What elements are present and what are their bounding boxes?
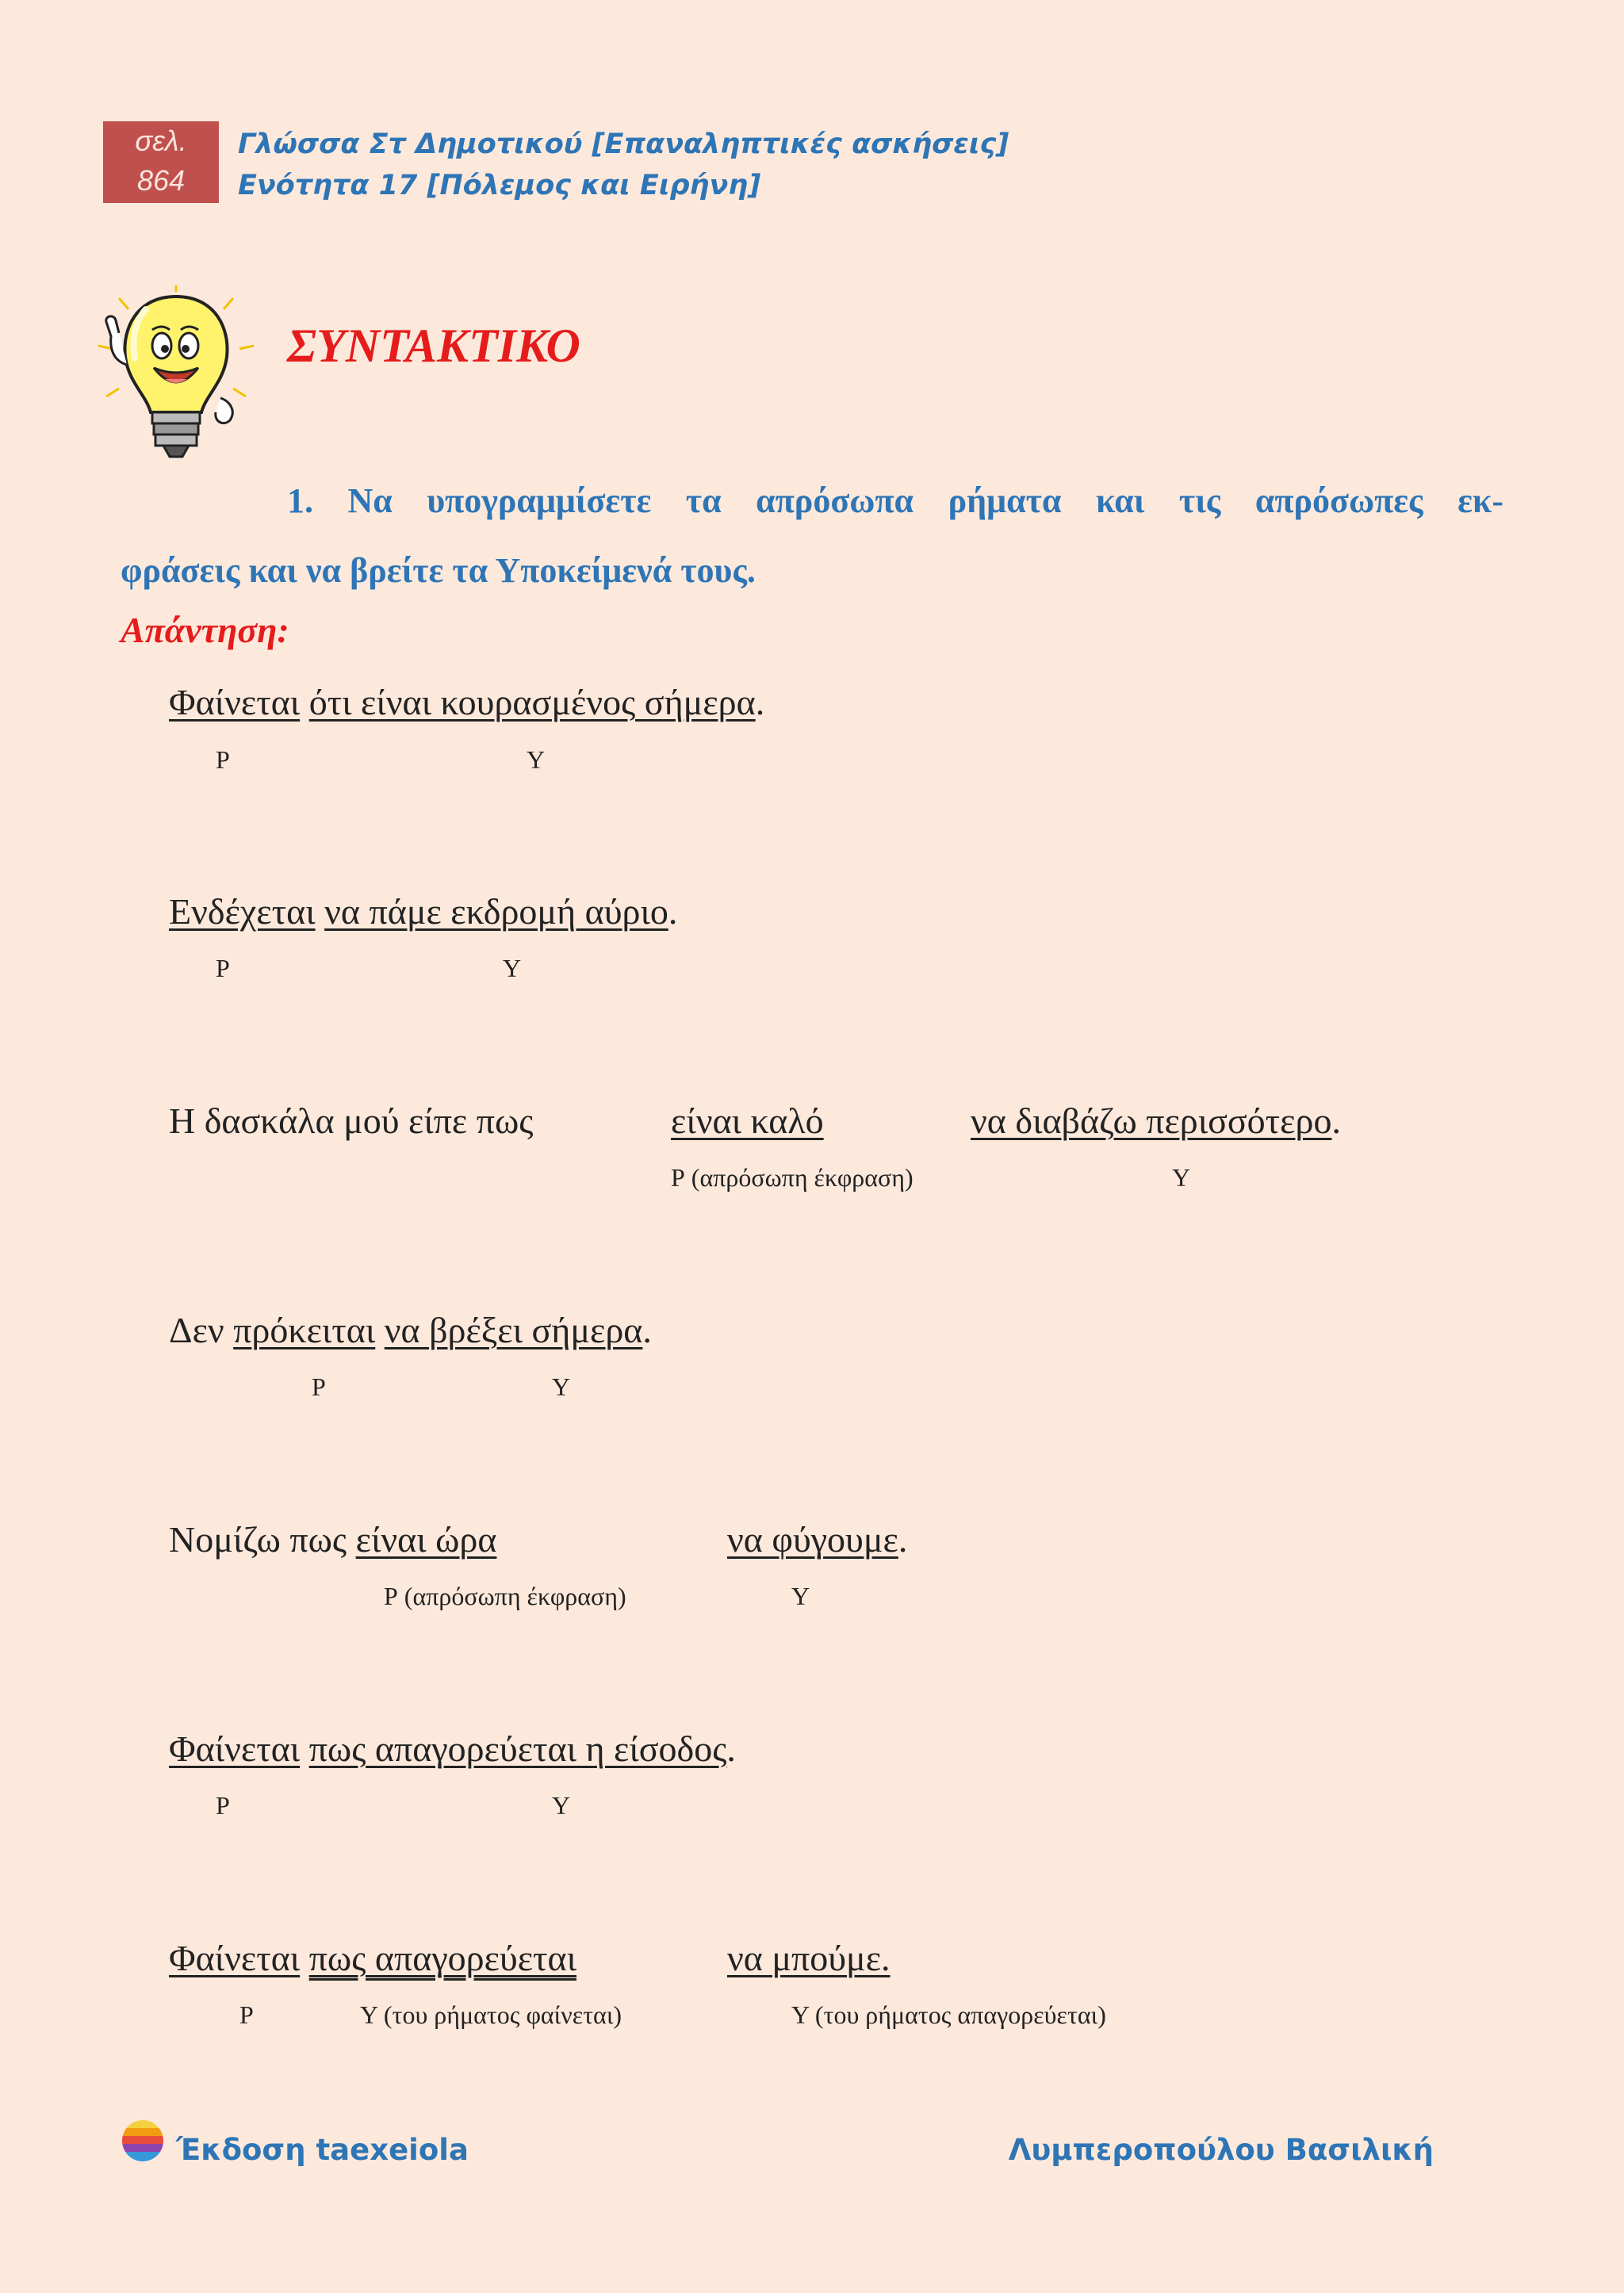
label-predicate: Ρ — [216, 1791, 230, 1820]
footer-author: Λυμπεροπούλου Βασιλική — [1008, 2133, 1434, 2167]
label-predicate: Ρ — [216, 745, 230, 774]
exercise-line-1: 1. Να υπογραμμίσετε τα απρόσωπα ρήματα και τις απρόσωπες εκ- — [287, 481, 1503, 520]
punctuation: . — [668, 891, 678, 932]
punctuation: . — [755, 682, 765, 722]
header-line-2: Ενότητα 17 [Πόλεμος και Ειρήνη] — [238, 170, 761, 201]
label-predicate: Ρ — [312, 1372, 326, 1401]
subject: να μπούμε. — [727, 1938, 891, 1978]
header-line-1: Γλώσσα Στ Δημοτικού [Επαναληπτικές ασκήσεις] — [238, 128, 1009, 160]
sentence-2 — [169, 890, 677, 934]
sentence-5-subject — [727, 1518, 907, 1562]
label-subject: Υ — [552, 1791, 571, 1820]
predicate: Φαίνεται — [169, 1938, 301, 1978]
label-subject-1: Υ (του ρήματος φαίνεται) — [360, 2000, 622, 2029]
sentence-3-predicate — [671, 1099, 824, 1143]
subject: πως απαγορεύεται — [308, 1938, 576, 1978]
label-predicate: Ρ (απρόσωπη έκφραση) — [384, 1582, 626, 1610]
label-subject: Υ — [503, 954, 522, 982]
label-predicate: Ρ — [239, 2000, 254, 2029]
subject: ότι είναι κουρασμένος σήμερα — [308, 682, 756, 722]
punctuation: . — [642, 1310, 652, 1350]
label-predicate: Ρ — [216, 954, 230, 982]
subject: να φύγουμε — [727, 1519, 898, 1560]
sentence-word: Δεν — [169, 1310, 224, 1350]
label-predicate: Ρ (απρόσωπη έκφραση) — [671, 1163, 914, 1192]
footer-publisher: Έκδοση taexeiola — [176, 2133, 469, 2167]
label-subject: Υ — [527, 745, 546, 774]
exercise-line-2: φράσεις και να βρείτε τα Υποκείμενά τους. — [121, 551, 756, 590]
sentence-1 — [169, 680, 764, 725]
subject: να βρέξει σήμερα — [384, 1310, 643, 1350]
predicate: Φαίνεται — [169, 682, 301, 722]
punctuation: . — [726, 1728, 736, 1769]
sentence-4 — [169, 1308, 652, 1353]
taexeiola-logo-icon — [121, 2119, 165, 2163]
predicate: Φαίνεται — [169, 1728, 301, 1769]
predicate: πρόκειται — [233, 1310, 376, 1350]
page-number-badge — [103, 121, 219, 203]
sentence-7-start — [169, 1936, 576, 1981]
page-prefix: σελ. — [135, 124, 187, 157]
sentence-5-start — [169, 1518, 496, 1562]
sentence-6 — [169, 1727, 736, 1771]
label-subject: Υ — [1172, 1163, 1191, 1192]
page-number: 864 — [136, 164, 186, 197]
subject: πως απαγορεύεται η είσοδος — [308, 1728, 727, 1769]
answer-label: Απάντηση: — [121, 610, 289, 650]
subject: να πάμε εκδρομή αύριο — [324, 891, 668, 932]
label-subject-2: Υ (του ρήματος απαγορεύεται) — [791, 2000, 1106, 2029]
sentence-3-subject — [971, 1099, 1341, 1143]
punctuation: . — [1331, 1101, 1341, 1141]
label-subject: Υ — [791, 1582, 810, 1610]
sentence-words: Νομίζω πως — [169, 1519, 347, 1560]
predicate: Ενδέχεται — [169, 891, 316, 932]
section-title: ΣΥΝΤΑΚΤΙΚΟ — [287, 320, 580, 372]
subject: να διαβάζω περισσότερο — [971, 1101, 1332, 1141]
label-subject: Υ — [552, 1372, 571, 1401]
predicate: είναι ώρα — [355, 1519, 497, 1560]
document-header — [238, 124, 1009, 206]
sentence-3-start: Η δασκάλα μού είπε πως — [169, 1101, 534, 1141]
punctuation: . — [898, 1519, 908, 1560]
predicate: είναι καλό — [671, 1101, 824, 1141]
exercise-instruction — [121, 466, 1503, 606]
sentence-7-subject-2 — [727, 1936, 891, 1981]
lightbulb-mascot-icon — [97, 285, 255, 473]
